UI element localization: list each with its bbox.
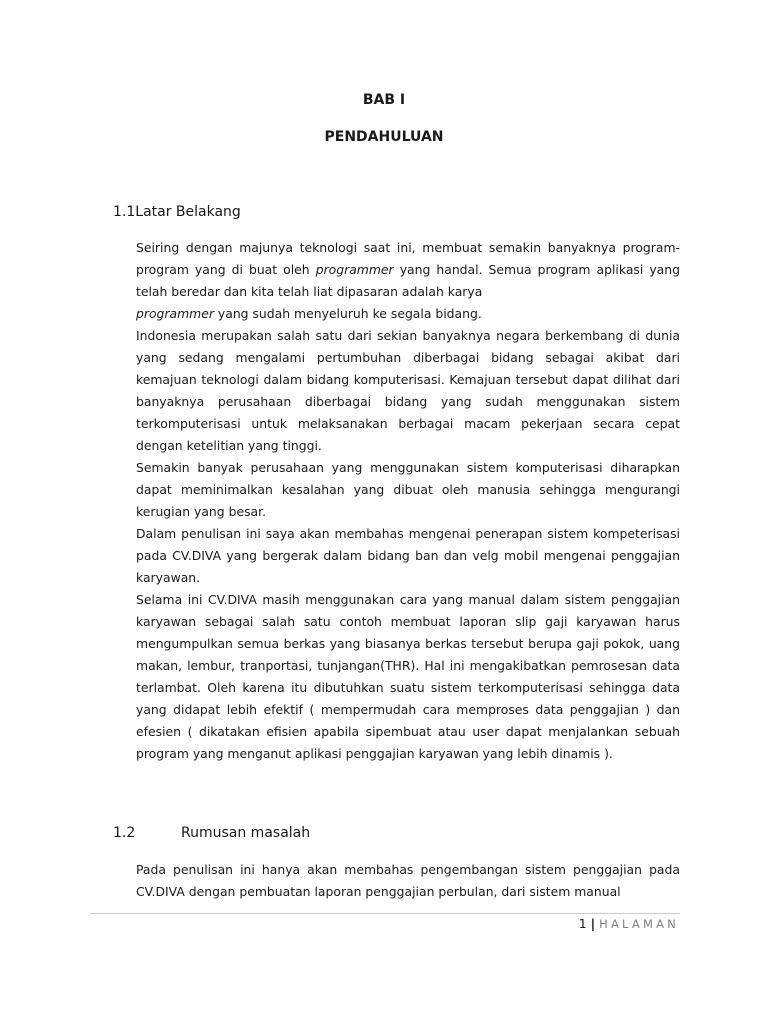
paragraph-6: Selama ini CV.DIVA masih menggunakan cara yang manual dalam sistem penggajian karyawan sebagai salah satu contoh membuat laporan slip gaji karyawan harus mengumpulkan semua berkas yang biasanya berkas tersebut berupa gaji pokok, uang makan, lembur, tranportasi, tunjangan(THR). Hal ini mengakibatkan pemrosesan data terlambat. Oleh karena itu dibutuhkan suatu sistem terkomputerisasi sehingga data yang didapat lebih efektif ( mempermudah cara memproses data penggajian ) dan efesien ( dikatakan efisien apabila sipembuat atau user dapat menjalankan sebuah program yang menganut aplikasi penggajian karyawan yang lebih dinamis ).: [136, 592, 680, 761]
page-number: 1: [578, 916, 587, 931]
footer-label: HALAMAN: [599, 917, 679, 931]
paragraph-1-text: Seiring dengan majunya teknologi saat ini, membuat semakin banyaknya program-program yang di buat oleh: [136, 240, 680, 277]
page-footer: [579, 916, 679, 931]
paragraph-2-text: yang sudah menyeluruh ke segala bidang.: [213, 306, 482, 321]
paragraph-2-emphasis: programmer: [136, 306, 214, 321]
paragraph-4: Semakin banyak perusahaan yang menggunakan sistem komputerisasi diharapkan dapat meminimalkan kesalahan yang dibuat oleh manusia sehingga mengurangi kerugian yang besar.: [136, 460, 680, 519]
paragraph-section2: Pada penulisan ini hanya akan membahas pengembangan sistem penggajian pada CV.DIVA dengan pembuatan laporan penggajian perbulan, dari sistem manual: [136, 862, 680, 899]
paragraph-3: Indonesia merupakan salah satu dari sekian banyaknya negara berkembang di dunia yang sedang mengalami pertumbuhan diberbagai bidang sebagai akibat dari kemajuan teknologi dalam bidang komputerisasi. Kemajuan tersebut dapat dilihat dari banyaknya perusahaan diberbagai bidang yang sudah menggunakan sistem terkomputerisasi untuk melaksanakan berbagai macam pekerjaan secara cepat dengan ketelitian yang tinggi.: [136, 328, 680, 453]
paragraph-2: [136, 303, 680, 325]
paragraph-1: [136, 237, 680, 303]
section2-body: [136, 859, 680, 903]
section2-title: Rumusan masalah: [181, 825, 311, 841]
chapter-number: BAB I: [362, 92, 406, 108]
paragraph-1-emphasis: programmer: [315, 262, 394, 277]
footer-separator: |: [590, 916, 596, 931]
paragraph-1-text-end: yang handal. Semua program aplikasi yang telah beredar dan kita telah liat dipasaran adalah karya: [136, 262, 680, 299]
section-heading-rumusan-masalah: [113, 825, 310, 841]
section2-number: 1.2: [113, 825, 136, 841]
footer-divider: [90, 913, 680, 914]
section-heading-latar-belakang: 1.1Latar Belakang: [113, 204, 241, 220]
chapter-title: PENDAHULUAN: [324, 129, 444, 145]
paragraph-5: Dalam penulisan ini saya akan membahas mengenai penerapan sistem kompeterisasi pada CV.DIVA yang bergerak dalam bidang ban dan velg mobil mengenai penggajian karyawan.: [136, 526, 680, 585]
section1-body: [136, 237, 680, 765]
